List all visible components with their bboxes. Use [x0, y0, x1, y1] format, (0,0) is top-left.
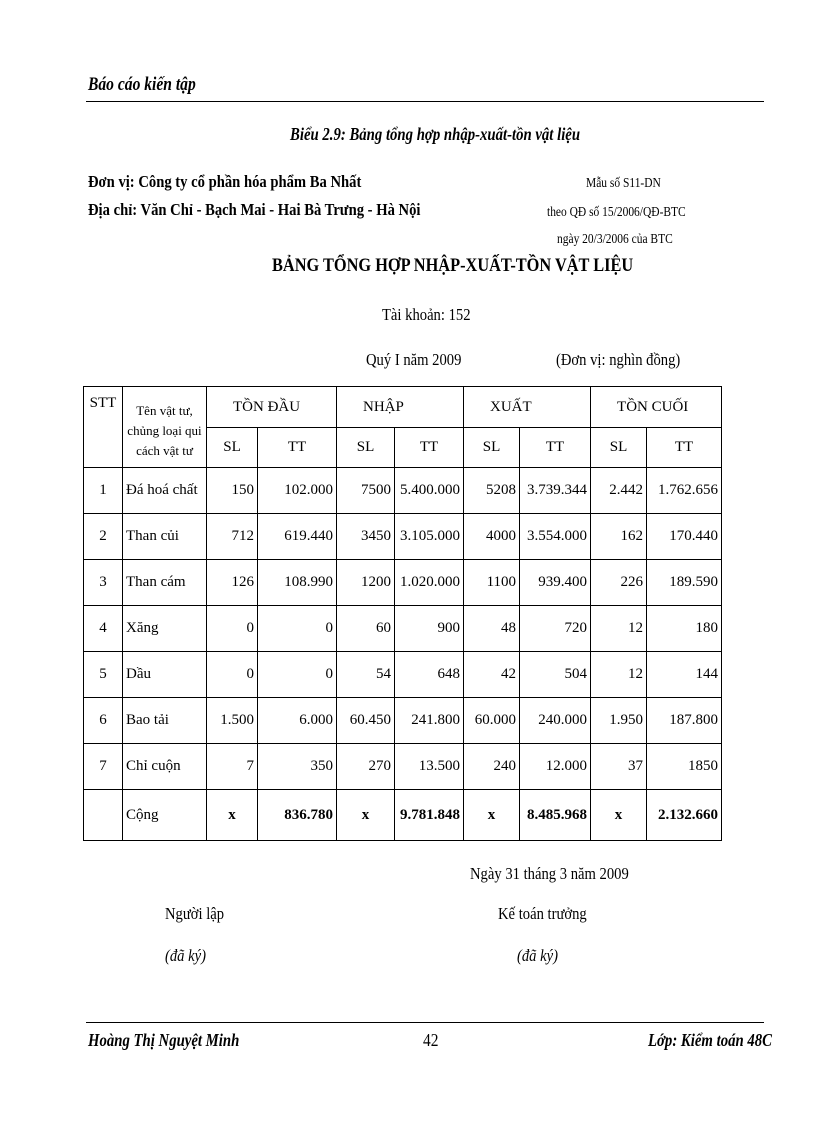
cell-value: 60: [337, 606, 395, 652]
total-value: 836.780: [258, 790, 337, 841]
chief-accountant-signed-note: (đã ký): [517, 946, 558, 965]
cell-value: 187.800: [647, 698, 722, 744]
table-row: [84, 698, 722, 744]
subheader-amount: TT: [520, 428, 591, 468]
cell-value: 0: [258, 652, 337, 698]
cell-value: 939.400: [520, 560, 591, 606]
subheader-quantity: SL: [464, 428, 520, 468]
cell-value: 3.105.000: [395, 514, 464, 560]
cell-value: 720: [520, 606, 591, 652]
cell-value: 5208: [464, 468, 520, 514]
cell-value: 170.440: [647, 514, 722, 560]
cell-value: 0: [207, 606, 258, 652]
subheader-quantity: SL: [591, 428, 647, 468]
total-value: 9.781.848: [395, 790, 464, 841]
cell-value: 102.000: [258, 468, 337, 514]
cell-value: 13.500: [395, 744, 464, 790]
cell-value: 1850: [647, 744, 722, 790]
table-row: [84, 468, 722, 514]
cell-material-name: Xăng: [123, 606, 207, 652]
cell-value: 3.554.000: [520, 514, 591, 560]
cell-value: 900: [395, 606, 464, 652]
total-label: Cộng: [123, 790, 207, 841]
cell-value: 12: [591, 606, 647, 652]
total-value: x: [464, 790, 520, 841]
table-row: [84, 560, 722, 606]
cell-value: 42: [464, 652, 520, 698]
header-material-name: Tên vật tư, chủng loại qui cách vật tư: [123, 387, 207, 468]
page-number: 42: [423, 1030, 439, 1050]
report-period: Quý I năm 2009: [366, 350, 462, 369]
form-date: ngày 20/3/2006 của BTC: [557, 232, 673, 247]
footer-divider: [86, 1022, 764, 1023]
table-row: [84, 606, 722, 652]
total-value: 2.132.660: [647, 790, 722, 841]
cell-value: 5.400.000: [395, 468, 464, 514]
total-row: [84, 790, 722, 841]
subheader-amount: TT: [258, 428, 337, 468]
header-divider: [86, 101, 764, 102]
cell-value: 108.990: [258, 560, 337, 606]
cell-value: 144: [647, 652, 722, 698]
cell-material-name: Than cám: [123, 560, 207, 606]
cell-value: 54: [337, 652, 395, 698]
cell-value: 48: [464, 606, 520, 652]
chief-accountant-title: Kế toán trưởng: [498, 904, 587, 923]
cell-material-name: Bao tải: [123, 698, 207, 744]
cell-stt-empty: [84, 790, 123, 841]
total-value: x: [337, 790, 395, 841]
subheader-amount: TT: [395, 428, 464, 468]
cell-value: 3.739.344: [520, 468, 591, 514]
cell-value: 1200: [337, 560, 395, 606]
cell-value: 240: [464, 744, 520, 790]
table-row: [84, 744, 722, 790]
cell-value: 712: [207, 514, 258, 560]
inventory-summary-table: [83, 386, 722, 841]
cell-value: 1.762.656: [647, 468, 722, 514]
cell-material-name: Dầu: [123, 652, 207, 698]
company-unit: Đơn vị: Công ty cổ phần hóa phẩm Ba Nhất: [88, 172, 362, 191]
cell-stt: 5: [84, 652, 123, 698]
figure-caption: Biểu 2.9: Bảng tổng hợp nhập-xuất-tồn vật liệu: [290, 124, 581, 144]
cell-material-name: Chỉ cuộn: [123, 744, 207, 790]
cell-value: 12: [591, 652, 647, 698]
signature-date: Ngày 31 tháng 3 năm 2009: [470, 864, 629, 883]
cell-value: 150: [207, 468, 258, 514]
cell-value: 1100: [464, 560, 520, 606]
cell-value: 3450: [337, 514, 395, 560]
subheader-quantity: SL: [207, 428, 258, 468]
cell-value: 2.442: [591, 468, 647, 514]
header-closing-stock: TỒN CUỐI: [591, 387, 722, 428]
cell-value: 1.500: [207, 698, 258, 744]
cell-stt: 4: [84, 606, 123, 652]
cell-value: 37: [591, 744, 647, 790]
cell-value: 1.020.000: [395, 560, 464, 606]
footer-class: Lớp: Kiểm toán 48C: [648, 1030, 772, 1050]
cell-value: 60.000: [464, 698, 520, 744]
table-title: BẢNG TỔNG HỢP NHẬP-XUẤT-TỒN VẬT LIỆU: [272, 255, 634, 276]
cell-value: 226: [591, 560, 647, 606]
cell-value: 241.800: [395, 698, 464, 744]
cell-value: 648: [395, 652, 464, 698]
total-value: 8.485.968: [520, 790, 591, 841]
cell-value: 350: [258, 744, 337, 790]
cell-value: 60.450: [337, 698, 395, 744]
header-issues: XUẤT: [464, 387, 591, 428]
preparer-signed-note: (đã ký): [165, 946, 206, 965]
total-value: x: [207, 790, 258, 841]
cell-value: 189.590: [647, 560, 722, 606]
cell-value: 12.000: [520, 744, 591, 790]
report-header-title: Báo cáo kiến tập: [88, 74, 196, 95]
cell-value: 4000: [464, 514, 520, 560]
table-row: [84, 652, 722, 698]
cell-material-name: Than củi: [123, 514, 207, 560]
cell-value: 7500: [337, 468, 395, 514]
cell-value: 0: [258, 606, 337, 652]
cell-value: 0: [207, 652, 258, 698]
subheader-quantity: SL: [337, 428, 395, 468]
preparer-title: Người lập: [165, 904, 225, 923]
cell-value: 240.000: [520, 698, 591, 744]
cell-material-name: Đá hoá chất: [123, 468, 207, 514]
cell-value: 7: [207, 744, 258, 790]
account-number: Tài khoản: 152: [382, 305, 471, 324]
footer-author: Hoàng Thị Nguyệt Minh: [88, 1030, 240, 1050]
header-opening-stock: TỒN ĐẦU: [207, 387, 337, 428]
table-row: [84, 514, 722, 560]
cell-stt: 3: [84, 560, 123, 606]
cell-value: 1.950: [591, 698, 647, 744]
header-receipts: NHẬP: [337, 387, 464, 428]
subheader-amount: TT: [647, 428, 722, 468]
company-address: Địa chỉ: Văn Chỉ - Bạch Mai - Hai Bà Trưng - Hà Nội: [88, 200, 421, 219]
cell-stt: 1: [84, 468, 123, 514]
cell-stt: 7: [84, 744, 123, 790]
cell-value: 270: [337, 744, 395, 790]
cell-value: 126: [207, 560, 258, 606]
table-header-row: [84, 387, 722, 428]
form-decision: theo QĐ số 15/2006/QĐ-BTC: [547, 205, 686, 220]
form-code: Mẫu số S11-DN: [586, 176, 661, 191]
total-value: x: [591, 790, 647, 841]
cell-value: 162: [591, 514, 647, 560]
cell-value: 180: [647, 606, 722, 652]
header-stt: STT: [84, 387, 123, 468]
cell-value: 6.000: [258, 698, 337, 744]
cell-stt: 6: [84, 698, 123, 744]
cell-stt: 2: [84, 514, 123, 560]
currency-unit: (Đơn vị: nghìn đồng): [556, 350, 681, 369]
cell-value: 619.440: [258, 514, 337, 560]
cell-value: 504: [520, 652, 591, 698]
